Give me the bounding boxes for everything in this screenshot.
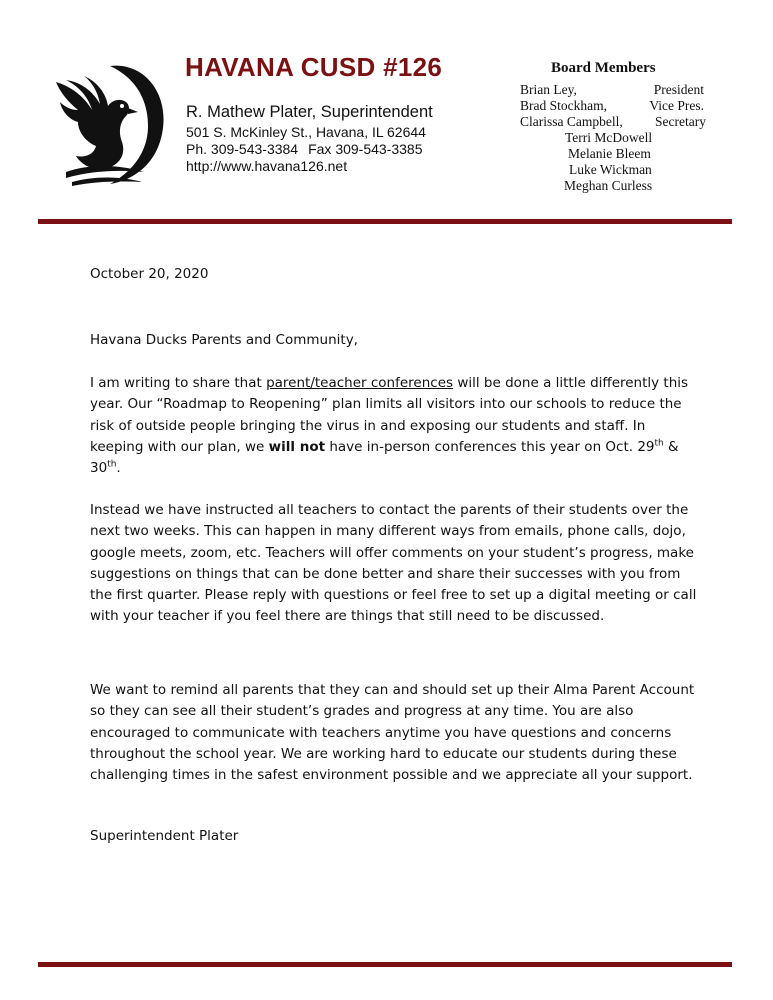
board-member-name: Clarissa Campbell, bbox=[520, 114, 623, 129]
footer-divider bbox=[38, 962, 732, 967]
header-divider bbox=[38, 219, 732, 224]
website-link[interactable]: http://www.havana126.net bbox=[186, 158, 348, 174]
board-member-row: Melanie Bleem bbox=[568, 146, 651, 161]
paragraph-text: & 30 bbox=[90, 438, 679, 477]
paragraph-text: We want to remind all parents that they can and should set up their Alma Parent Account so they can see all their student’s grades and progress at any time. You are also encouraged to communicate with teachers anytime you have questions and concerns throughout the school year. We are working hard to educate our students during these challenging times in the safest environment possible and we appreciate all your support. bbox=[90, 682, 695, 784]
letter-paragraph-1 bbox=[90, 373, 700, 479]
superintendent-line: R. Mathew Plater, Superintendent bbox=[186, 103, 433, 121]
address-line: 501 S. McKinley St., Havana, IL 62644 bbox=[186, 124, 426, 140]
board-member-role: President bbox=[653, 82, 704, 97]
paragraph-text: . bbox=[116, 460, 121, 477]
phone-fax-line bbox=[186, 141, 423, 157]
bold-phrase: will not bbox=[268, 438, 326, 455]
underlined-phrase: parent/teacher conferences bbox=[266, 375, 454, 391]
board-member-row: Meghan Curless bbox=[564, 178, 653, 193]
letter-paragraph-3 bbox=[90, 680, 700, 786]
letter-paragraph-2 bbox=[90, 500, 700, 628]
paragraph-text: will be done a little differently this year. Our “Roadmap to Reopening” plan limits all visitors into our schools to reduce the risk of outside people bringing the virus in and exposing our students and staff. In keeping with our plan, we bbox=[90, 375, 689, 455]
superscript: th bbox=[107, 459, 117, 470]
fax-number: Fax 309-543-3385 bbox=[308, 141, 423, 157]
board-member-row: Terri McDowell bbox=[565, 130, 653, 145]
board-members-title: Board Members bbox=[551, 60, 656, 76]
paragraph-text: I am writing to share that bbox=[90, 375, 267, 391]
duck-logo-icon bbox=[48, 60, 166, 190]
letter-signoff: Superintendent Plater bbox=[90, 828, 239, 844]
paragraph-text: have in-person conferences this year on Oct. 29 bbox=[325, 438, 655, 455]
paragraph-text: Instead we have instructed all teachers to contact the parents of their students over the next two weeks. This can happen in many different ways from emails, phone calls, dojo, google meets, zoom, etc. Teachers will offer comments on your student’s progress, make suggestions on things that can be done better and share their successes with you from the first quarter. Please reply with questions or feel free to set up a digital meeting or call with your teacher if you feel there are things that still need to be discussed. bbox=[90, 502, 697, 625]
superscript: th bbox=[654, 438, 664, 449]
letter-salutation: Havana Ducks Parents and Community, bbox=[90, 332, 358, 348]
organization-name: HAVANA CUSD #126 bbox=[185, 52, 443, 82]
board-member-name: Brian Ley, bbox=[520, 82, 577, 97]
board-member-name: Brad Stockham, bbox=[520, 98, 607, 113]
phone-number: Ph. 309-543-3384 bbox=[186, 141, 299, 157]
letter-date: October 20, 2020 bbox=[90, 266, 209, 282]
board-member-row: Luke Wickman bbox=[569, 162, 652, 177]
board-member-role: Secretary bbox=[655, 114, 706, 129]
board-member-role: Vice Pres. bbox=[649, 98, 704, 113]
